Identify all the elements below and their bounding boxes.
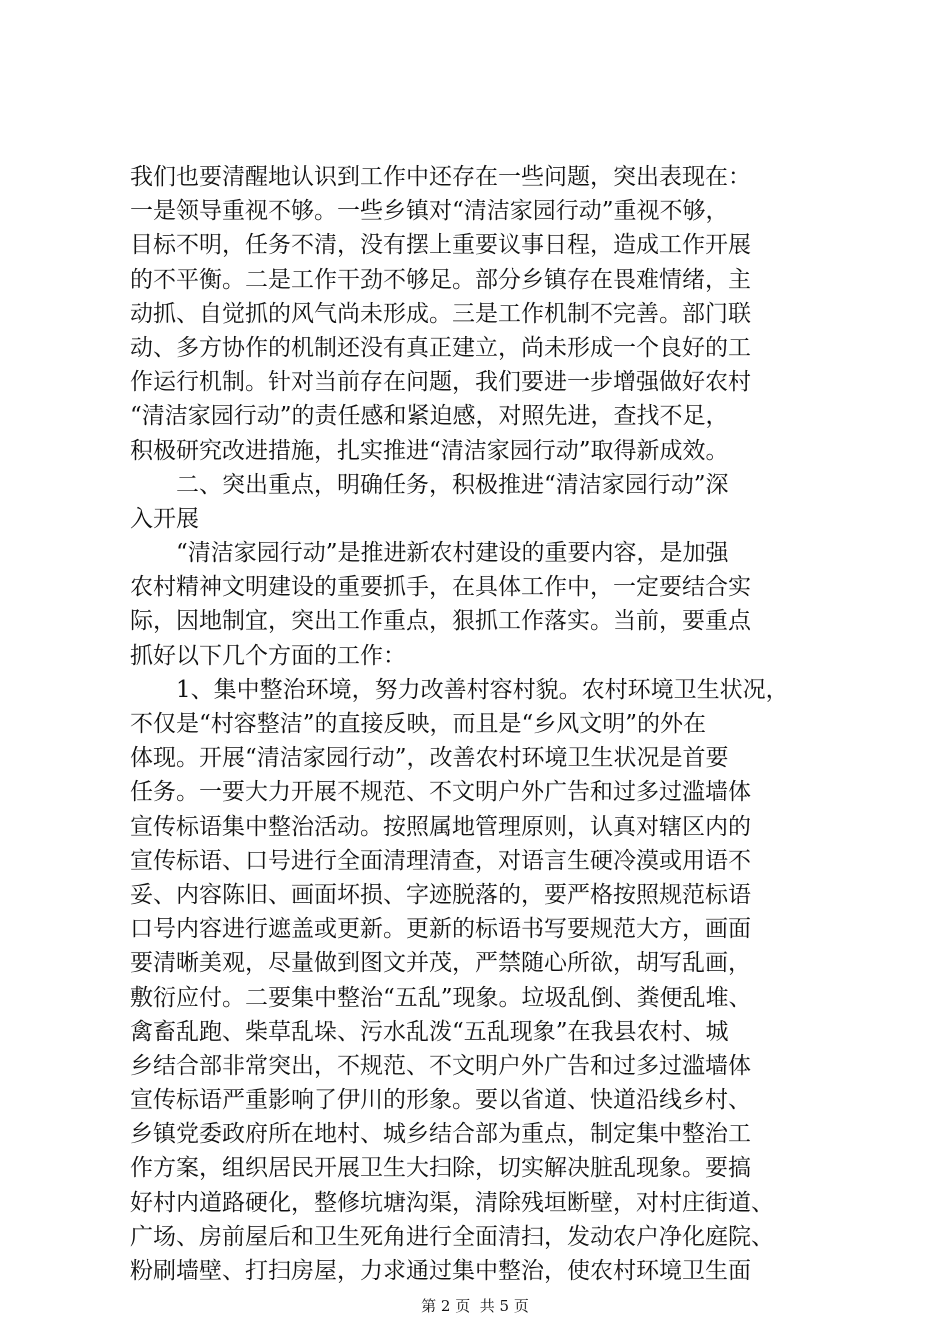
text-line: 我们也要清醒地认识到工作中还存在一些问题，突出表现在： bbox=[130, 164, 751, 190]
text-line: 动、多方协作的机制还没有真正建立，尚未形成一个良好的工 bbox=[130, 334, 751, 361]
text-line: 妥、内容陈旧、画面坏损、字迹脱落的，要严格按照规范标语 bbox=[130, 881, 751, 908]
text-line: 作运行机制。针对当前存在问题，我们要进一步增强做好农村 bbox=[130, 369, 751, 396]
text-line: 目标不明，任务不清，没有摆上重要议事日程，造成工作开展 bbox=[130, 232, 751, 259]
text-line: 宣传标语集中整治活动。按照属地管理原则，认真对辖区内的 bbox=[130, 813, 751, 840]
text-line: 广场、房前屋后和卫生死角进行全面清扫，发动农户净化庭院、 bbox=[130, 1223, 774, 1250]
text-line: 农村精神文明建设的重要抓手，在具体工作中，一定要结合实 bbox=[130, 574, 751, 601]
text-line: 口号内容进行遮盖或更新。更新的标语书写要规范大方，画面 bbox=[130, 916, 751, 943]
text-line: 粉刷墙壁、打扫房屋，力求通过集中整治，使农村环境卫生面 bbox=[130, 1258, 751, 1284]
text-line: 不仅是“村容整洁”的直接反映，而且是“乡风文明”的外在 bbox=[130, 711, 707, 737]
text-line: 抓好以下几个方面的工作： bbox=[130, 642, 406, 669]
text-line: 要清晰美观，尽量做到图文并茂，严禁随心所欲，胡写乱画， bbox=[130, 950, 751, 977]
text-line: “清洁家园行动”是推进新农村建设的重要内容，是加强 bbox=[130, 540, 729, 567]
text-line: 任务。一要大力开展不规范、不文明户外广告和过多过滥墙体 bbox=[130, 779, 751, 806]
text-line: 禽畜乱跑、柴草乱垛、污水乱泼“五乱现象”在我县农村、城 bbox=[130, 1018, 729, 1045]
page-footer: 第 2 页 共 5 页 bbox=[421, 1297, 529, 1315]
text-line: 作方案，组织居民开展卫生大扫除，切实解决脏乱现象。要搞 bbox=[130, 1155, 751, 1182]
text-line: 的不平衡。二是工作干劲不够足。部分乡镇存在畏难情绪，主 bbox=[130, 266, 751, 293]
text-line: 乡镇党委政府所在地村、城乡结合部为重点，制定集中整治工 bbox=[130, 1121, 751, 1148]
text-line: 乡结合部非常突出，不规范、不文明户外广告和过多过滥墙体 bbox=[130, 1052, 751, 1079]
text-line: 敷衍应付。二要集中整治“五乱”现象。垃圾乱倒、粪便乱堆、 bbox=[130, 984, 752, 1011]
text-line: 际，因地制宜，突出工作重点，狠抓工作落实。当前，要重点 bbox=[130, 608, 751, 635]
text-line: 宣传标语、口号进行全面清理清查，对语言生硬冷漠或用语不 bbox=[130, 847, 751, 874]
body-text bbox=[130, 160, 830, 1288]
text-line: 好村内道路硬化，整修坑塘沟渠，清除残垣断壁，对村庄街道、 bbox=[130, 1189, 774, 1216]
text-line: 宣传标语严重影响了伊川的形象。要以省道、快道沿线乡村、 bbox=[130, 1087, 751, 1114]
text-line: 入开展 bbox=[130, 505, 199, 532]
text-line: 1、集中整治环境，努力改善村容村貌。农村环境卫生状况， bbox=[130, 676, 789, 703]
text-line: 积极研究改进措施，扎实推进“清洁家园行动”取得新成效。 bbox=[130, 437, 729, 464]
text-line: 二、突出重点，明确任务，积极推进“清洁家园行动”深 bbox=[130, 471, 729, 498]
text-line: 动抓、自觉抓的风气尚未形成。三是工作机制不完善。部门联 bbox=[130, 300, 751, 327]
text-line: 一是领导重视不够。一些乡镇对“清洁家园行动”重视不够， bbox=[130, 198, 729, 225]
text-line: “清洁家园行动”的责任感和紧迫感，对照先进，查找不足， bbox=[130, 403, 729, 430]
text-line: 体现。开展“清洁家园行动”，改善农村环境卫生状况是首要 bbox=[130, 745, 729, 772]
